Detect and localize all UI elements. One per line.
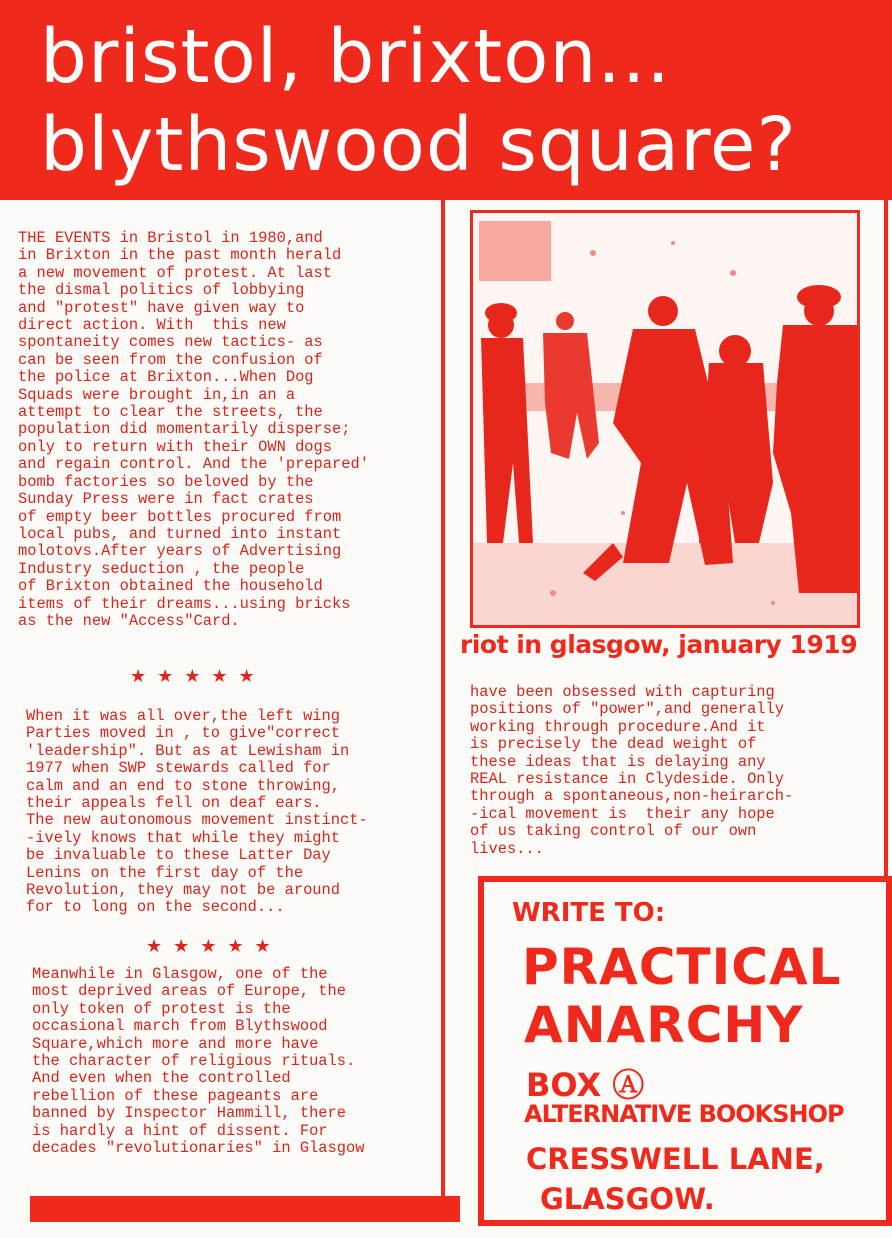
contact-org-line-1: PRACTICAL [522, 938, 842, 996]
contact-address-line-1: ALTERNATIVE BOOKSHOP [524, 1100, 844, 1128]
photo-caption: riot in glasgow, january 1919 [460, 630, 858, 659]
contact-address-line-2: CRESSWELL LANE, [526, 1142, 825, 1176]
article-paragraph-2: When it was all over,the left wing Parties moved in , to give"correct 'leadership". But as at Lewisham in 1977 when SWP stewards called for calm and an end to stone throwing, their appeals fell on deaf ears. The new autonomous movement instinct- -ively knows that while they might be invaluable to these Latter Day Lenins on the first day of the Revolution, they may not be around for to long on the second... [26, 707, 368, 917]
star-divider-2: ★★★★★ [146, 936, 282, 956]
star-divider-1: ★★★★★ [130, 666, 266, 686]
contact-org-line-2: ANARCHY [524, 996, 804, 1054]
article-continuation: have been obsessed with capturing positions of "power",and generally working through procedure.And it is precisely the dead weight of these ideas that is delaying any REAL resistance in Clydeside. Only through a spontaneous,non-heirarch- -ical movement is their any hope of us taking control of our own lives... [470, 683, 794, 858]
contact-box-number: BOX Ⓐ [526, 1066, 645, 1104]
headline-line-2: blythswood square? [40, 102, 797, 188]
footer-bar [30, 1196, 460, 1222]
article-paragraph-3: Meanwhile in Glasgow, one of the most deprived areas of Europe, the only token of protest is the occasional march from Blythswood Square,which more and more have the character of religious rituals. And even when the controlled rebellion of these pageants are banned by Inspector Hammill, there is hardly a hint of dissent. For decades "revolutionaries" in Glasgow [32, 965, 365, 1158]
title-banner [0, 0, 892, 200]
contact-address-line-3: GLASGOW. [540, 1182, 715, 1216]
contact-write-to: WRITE TO: [512, 898, 666, 928]
riot-photo-illustration [473, 213, 857, 625]
right-edge-rule [884, 200, 888, 880]
riot-photo [470, 210, 860, 628]
column-divider [441, 200, 445, 1200]
headline-line-1: bristol, brixton... [40, 14, 671, 100]
article-paragraph-1: THE EVENTS in Bristol in 1980,and in Brixton in the past month herald a new movement of protest. At last the dismal politics of lobbying and "protest" have given way to direct action. With this new spontaneity comes new tactics- as can be seen from the confusion of the police at Brixton...When Dog Squads were brought in,in an a attempt to clear the streets, the population did momentarily disperse; only to return with their OWN dogs and regain control. And the 'prepared' bomb factories so beloved by the Sunday Press were in fact crates of empty beer bottles procured from local pubs, and turned into instant molotovs.After years of Advertising Industry seduction , the people of Brixton obtained the household items of their dreams...using bricks as the new "Access"Card. [18, 229, 369, 630]
